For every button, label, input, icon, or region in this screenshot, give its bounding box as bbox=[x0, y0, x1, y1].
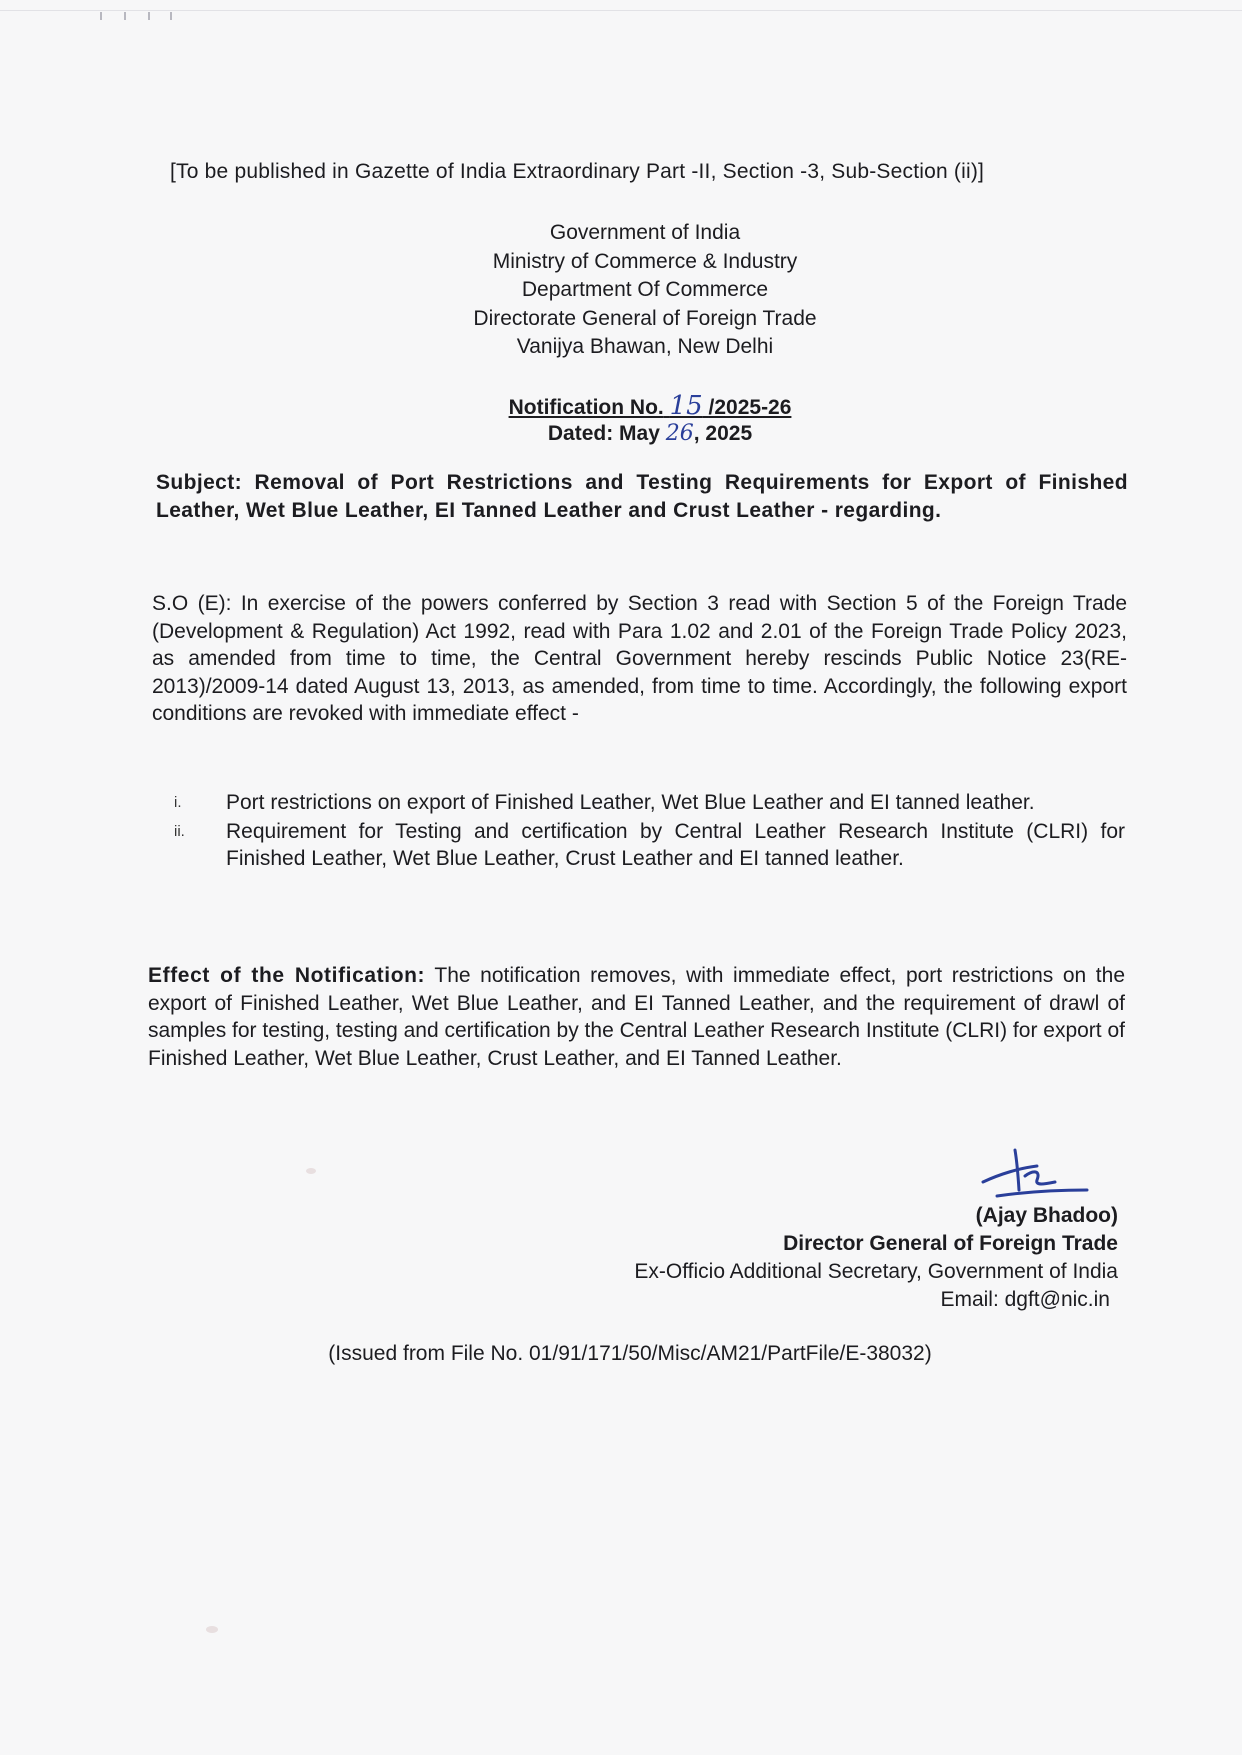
notification-heading bbox=[430, 393, 870, 447]
handwritten-signature-icon bbox=[975, 1140, 1095, 1210]
notification-date: Dated: May 26, 2025 bbox=[547, 421, 753, 446]
list-item-number: ii. bbox=[174, 822, 185, 840]
signatory-name: (Ajay Bhadoo) bbox=[975, 1204, 1118, 1227]
list-item-text: Requirement for Testing and certification by Central Leather Research Institute (CLRI) for Finished Leather, Wet Blue Leather, Crust Leather and EI tanned leather. bbox=[226, 819, 1125, 870]
list-item bbox=[170, 818, 1125, 873]
scan-edge-line bbox=[0, 10, 1242, 11]
list-item bbox=[170, 789, 1125, 817]
notification-number: Notification No. 15 /2025-26 bbox=[508, 391, 792, 421]
list-item-number: i. bbox=[174, 794, 182, 811]
scan-blemish bbox=[206, 1626, 218, 1633]
header-line-department: Department Of Commerce bbox=[521, 278, 769, 301]
effect-paragraph bbox=[148, 962, 1125, 1072]
gazette-note: [To be published in Gazette of India Extraordinary Part -II, Section -3, Sub-Section (ii)] bbox=[170, 160, 985, 183]
scan-blemish bbox=[306, 1168, 316, 1174]
handwritten-day: 26 bbox=[665, 421, 694, 446]
signatory-title: Director General of Foreign Trade bbox=[783, 1232, 1118, 1255]
signatory-email: Email: dgft@nic.in bbox=[940, 1288, 1110, 1311]
signatory-designation: Ex-Officio Additional Secretary, Government of India bbox=[634, 1260, 1118, 1283]
so-paragraph: S.O (E): In exercise of the powers conferred by Section 3 read with Section 5 of the Foreign Trade (Development & Regulation) Act 1992, read with Para 1.02 and 2.01 of the Foreign Trade Policy 2023, as amended from time to time, the Central Government hereby rescinds Public Notice 23(RE-2013)/2009-14 dated August 13, 2013, as amended, from time to time. Accordingly, the following export conditions are revoked with immediate effect - bbox=[152, 592, 1127, 725]
header-line-address: Vanijya Bhawan, New Delhi bbox=[516, 335, 774, 358]
header-line-ministry: Ministry of Commerce & Industry bbox=[492, 249, 798, 273]
signatory-block bbox=[600, 1202, 1118, 1314]
effect-label: Effect of the Notification: bbox=[148, 964, 426, 987]
issued-from-file: (Issued from File No. 01/91/171/50/Misc/AM21/PartFile/E-38032) bbox=[328, 1342, 932, 1365]
header-line-government: Government of India bbox=[549, 221, 741, 244]
revoked-conditions-list bbox=[170, 789, 1125, 873]
subject-line: Subject: Removal of Port Restrictions and Testing Requirements for Export of Finished Leather, Wet Blue Leather, EI Tanned Leather and Crust Leather - regarding. bbox=[156, 471, 1128, 522]
scan-ticks bbox=[100, 12, 180, 22]
header-line-directorate: Directorate General of Foreign Trade bbox=[473, 306, 817, 330]
handwritten-number: 15 bbox=[669, 391, 703, 421]
effect-text: The notification removes, with immediate effect, port restrictions on the export of Finished Leather, Wet Blue Leather, and EI Tanned Leather, and the requirement of drawl of samples for testing, testing and certification by the Central Leather Research Institute (CLRI) for export of Finished Leather, Wet Blue Leather, Crust Leather, and EI Tanned Leather. bbox=[148, 964, 1125, 1070]
list-item-text: Port restrictions on export of Finished Leather, Wet Blue Leather and EI tanned leather. bbox=[226, 791, 1035, 814]
issuing-authority-block bbox=[400, 219, 890, 362]
